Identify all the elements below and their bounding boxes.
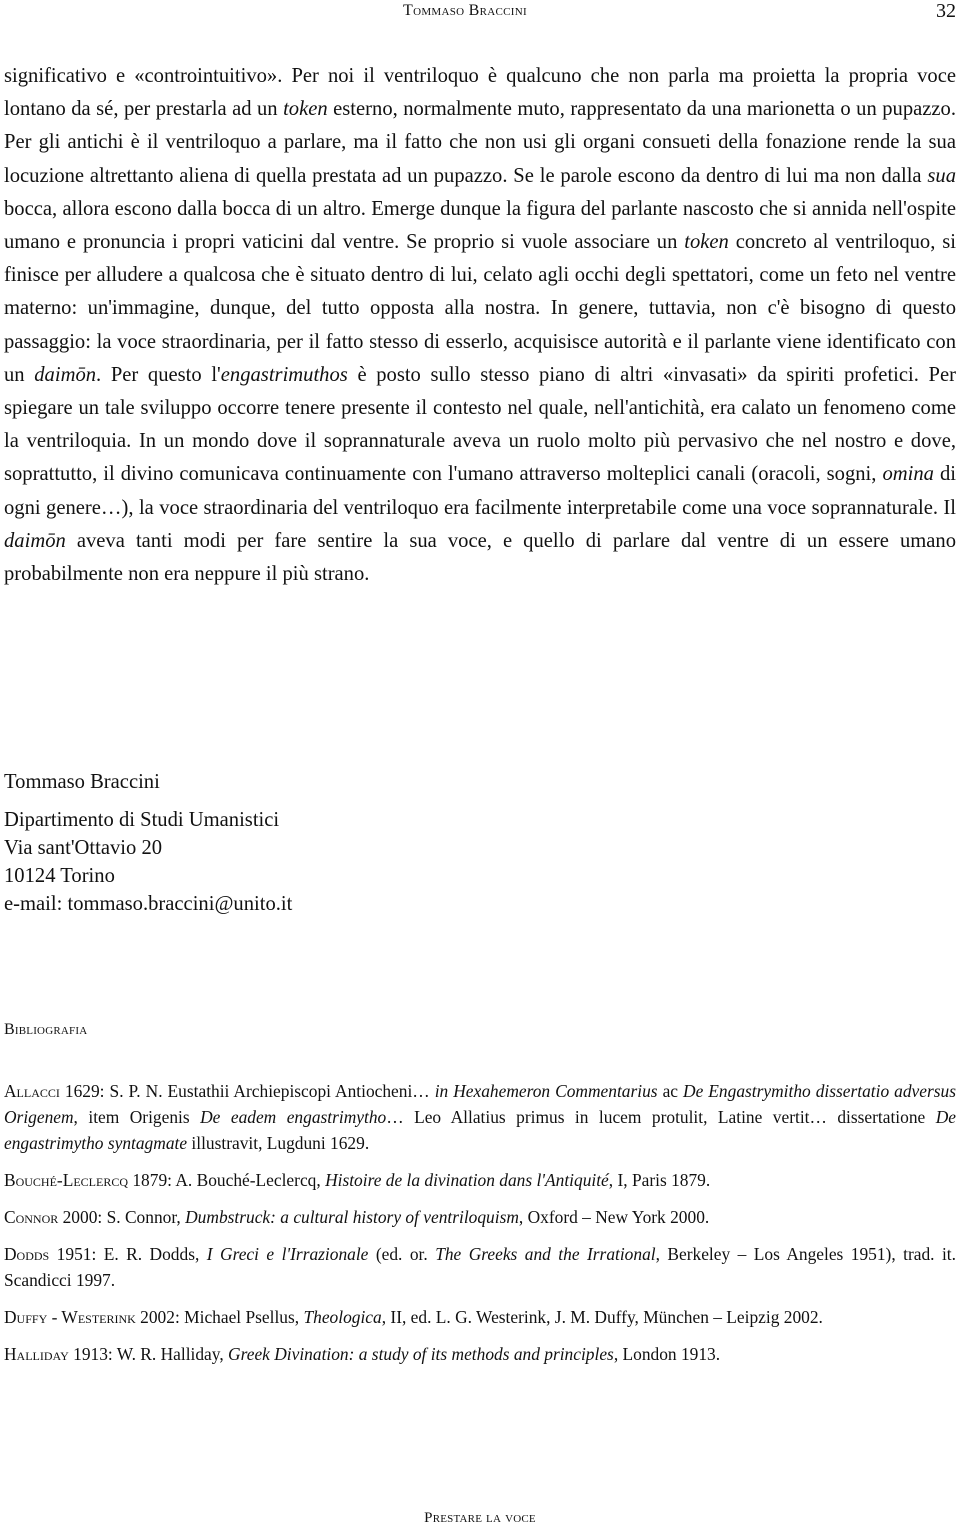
bibliography-entry-key: Halliday 1913: bbox=[4, 1344, 113, 1364]
text-run: … Leo Allatius primus in lucem protulit, Latine vertit… dissertatione bbox=[386, 1107, 936, 1127]
bibliography-entry bbox=[4, 1304, 956, 1330]
page-number: 32 bbox=[936, 0, 956, 22]
italic-text-run: token bbox=[283, 98, 328, 121]
italic-text-run: Theologica bbox=[303, 1307, 382, 1327]
text-run: S. Connor, bbox=[102, 1207, 186, 1227]
italic-text-run: De eadem engastrimytho bbox=[200, 1107, 387, 1127]
text-run: concreto al ventriloquo, si finisce per alludere a qualcosa che è situato dentro di lui, celato agli occhi degli spettatori, come un feto nel ventre materno: un'immagine, dunque, del tutto opposta alla nostra. In genere, tuttavia, non c'è bisogno di questo passaggio: la voce straordinaria, per il fatto stesso di esserlo, acquisisce autorità e il parlante viene identificato con un bbox=[4, 231, 956, 386]
text-run: di ogni genere…), la voce straordinaria del ventriloquo era facilmente interpretabile come una voce soprannaturale. Il bbox=[4, 463, 956, 519]
italic-text-run: I Greci e l'Irrazionale bbox=[206, 1244, 369, 1264]
bibliography-list bbox=[4, 1078, 956, 1378]
italic-text-run: sua bbox=[927, 164, 956, 187]
italic-text-run: De Engastrymitho dissertatio adversus Origenem bbox=[4, 1081, 956, 1127]
text-run: ac bbox=[657, 1081, 684, 1101]
italic-text-run: daimōn bbox=[4, 529, 66, 552]
text-run: bocca, allora escono dalla bocca di un altro. Emerge dunque la figura del parlante nascosto che si annida nell'ospite umano e pronuncia i propri vaticini dal ventre. Se proprio si vuole associare un bbox=[4, 197, 956, 254]
bibliography-heading: Bibliografia bbox=[4, 1021, 88, 1038]
text-run: , London 1913. bbox=[613, 1344, 721, 1364]
italic-text-run: omina bbox=[882, 463, 934, 486]
author-name: Tommaso Braccini bbox=[4, 771, 160, 793]
bibliography-entry-key: Duffy - Westerink 2002: bbox=[4, 1307, 180, 1327]
bibliography-entry-key: Bouché-Leclercq 1879: bbox=[4, 1170, 172, 1190]
text-run: significativo e «controintuitivo». Per noi il ventriloquo è qualcuno che non parla ma proietta la propria voce lontano da sé, per prestarla ad un bbox=[4, 65, 956, 121]
text-run: S. P. N. Eustathii Archiepiscopi Antiocheni… bbox=[104, 1081, 435, 1101]
text-run: . Per questo l' bbox=[96, 363, 221, 386]
italic-text-run: in Hexahemeron Commentarius bbox=[434, 1081, 658, 1101]
body-paragraph bbox=[4, 60, 956, 591]
bibliography-entry-key: Dodds 1951: bbox=[4, 1244, 97, 1264]
text-run: , Oxford – New York 2000. bbox=[518, 1207, 710, 1227]
text-run: Michael Psellus, bbox=[179, 1307, 304, 1327]
running-head-author: Tommaso Braccini bbox=[403, 2, 527, 19]
bibliography-entry bbox=[4, 1241, 956, 1293]
text-run: (ed. or. bbox=[368, 1244, 436, 1264]
author-department: Dipartimento di Studi Umanistici bbox=[4, 809, 280, 831]
running-head bbox=[0, 2, 960, 26]
text-run: illustravit, Lugduni 1629. bbox=[187, 1133, 370, 1153]
running-footer: Prestare la voce bbox=[424, 1510, 536, 1526]
bibliography-entry-key: Allacci 1629: bbox=[4, 1081, 105, 1101]
author-city: 10124 Torino bbox=[4, 865, 115, 887]
bibliography-entry bbox=[4, 1204, 956, 1230]
bibliography-entry bbox=[4, 1167, 956, 1193]
text-run: aveva tanti modi per fare sentire la sua voce, e quello di parlare dal ventre di un essere umano probabilmente non era neppure il più strano. bbox=[4, 529, 956, 586]
bibliography-entry bbox=[4, 1341, 956, 1367]
italic-text-run: De engastrimytho syntagmate bbox=[4, 1107, 956, 1153]
text-run: , Berkeley – Los Angeles 1951), trad. it. Scandicci 1997. bbox=[4, 1244, 956, 1290]
italic-text-run: The Greeks and the Irrational bbox=[435, 1244, 656, 1264]
text-run: , II, ed. L. G. Westerink, J. M. Duffy, München – Leipzig 2002. bbox=[381, 1307, 823, 1327]
italic-text-run: Greek Divination: a study of its methods and principles bbox=[228, 1344, 614, 1364]
text-run: , I, Paris 1879. bbox=[608, 1170, 711, 1190]
italic-text-run: daimōn bbox=[34, 363, 97, 386]
italic-text-run: Dumbstruck: a cultural history of ventriloquism bbox=[185, 1207, 519, 1227]
text-run: , item Origenis bbox=[73, 1107, 201, 1127]
text-run: E. R. Dodds, bbox=[96, 1244, 207, 1264]
bibliography-entry bbox=[4, 1078, 956, 1156]
bibliography-entry-key: Connor 2000: bbox=[4, 1207, 103, 1227]
text-run: A. Bouché-Leclercq, bbox=[171, 1170, 326, 1190]
text-run: è posto sullo stesso piano di altri «invasati» da spiriti profetici. Per spiegare un tale sviluppo occorre tenere presente il contesto nel quale, nell'antichità, era calato un fenomeno come la ventriloquia. In un mondo dove il soprannaturale aveva un ruolo molto più pervasivo che nel nostro e dove, soprattutto, il divino comunicava continuamente con l'umano attraverso molteplici canali (oracoli, sogni, bbox=[4, 363, 957, 486]
text-run: esterno, normalmente muto, rappresentato da una marionetta o un pupazzo. Per gli antichi è il ventriloquo a parlare, ma il fatto che non usi gli organi consueti della fonazione rende la sua locuzione altrettanto aliena di quella prestata ad un pupazzo. Se le parole escono da dentro di lui ma non dalla bbox=[4, 98, 956, 187]
author-email: e-mail: tommaso.braccini@unito.it bbox=[4, 893, 293, 915]
italic-text-run: token bbox=[684, 231, 729, 254]
italic-text-run: engastrimuthos bbox=[220, 363, 348, 386]
text-run: W. R. Halliday, bbox=[112, 1344, 229, 1364]
italic-text-run: Histoire de la divination dans l'Antiquité bbox=[325, 1170, 609, 1190]
author-street: Via sant'Ottavio 20 bbox=[4, 837, 163, 859]
author-address-block bbox=[4, 768, 292, 918]
